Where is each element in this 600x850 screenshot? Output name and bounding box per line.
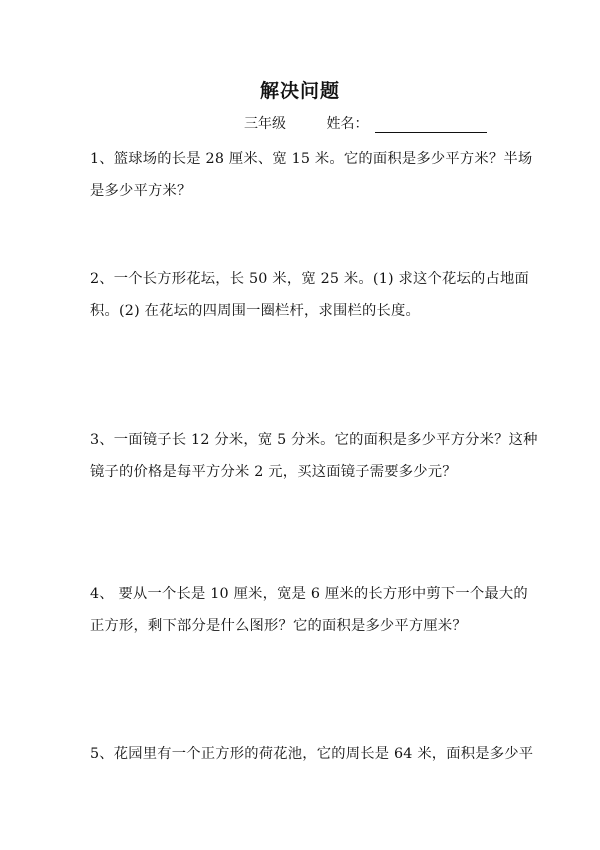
question-line: 4、 要从一个长是 10 厘米，宽是 6 厘米的长方形中剪下一个最大的 [90,586,528,602]
question-4 [90,578,528,642]
question-1 [90,143,533,207]
name-label: 姓名： [326,116,369,132]
header-meta [244,113,487,133]
question-line: 是多少平方米？ [90,183,192,199]
question-line: 积。(2) 在花坛的四周围一圈栏杆，求围栏的长度。 [90,303,421,319]
question-line: 1、篮球场的长是 28 厘米、宽 15 米。它的面积是多少平方米？半场 [90,151,533,167]
question-line: 正方形，剩下部分是什么图形？它的面积是多少平方厘米？ [90,618,467,634]
question-line: 镜子的价格是每平方分米 2 元，买这面镜子需要多少元？ [90,464,457,480]
question-3 [90,424,538,488]
question-line: 3、一面镜子长 12 分米，宽 5 分米。它的面积是多少平方分米？这种 [90,432,538,448]
name-blank-line[interactable] [375,118,487,133]
question-2 [90,263,529,327]
grade-label: 三年级 [244,116,286,132]
page-title: 解决问题 [259,80,340,102]
question-line: 5、花园里有一个正方形的荷花池，它的周长是 64 米，面积是多少平 [90,746,534,762]
question-5 [90,738,534,770]
question-line: 2、一个长方形花坛，长 50 米，宽 25 米。(1) 求这个花坛的占地面 [90,271,529,287]
